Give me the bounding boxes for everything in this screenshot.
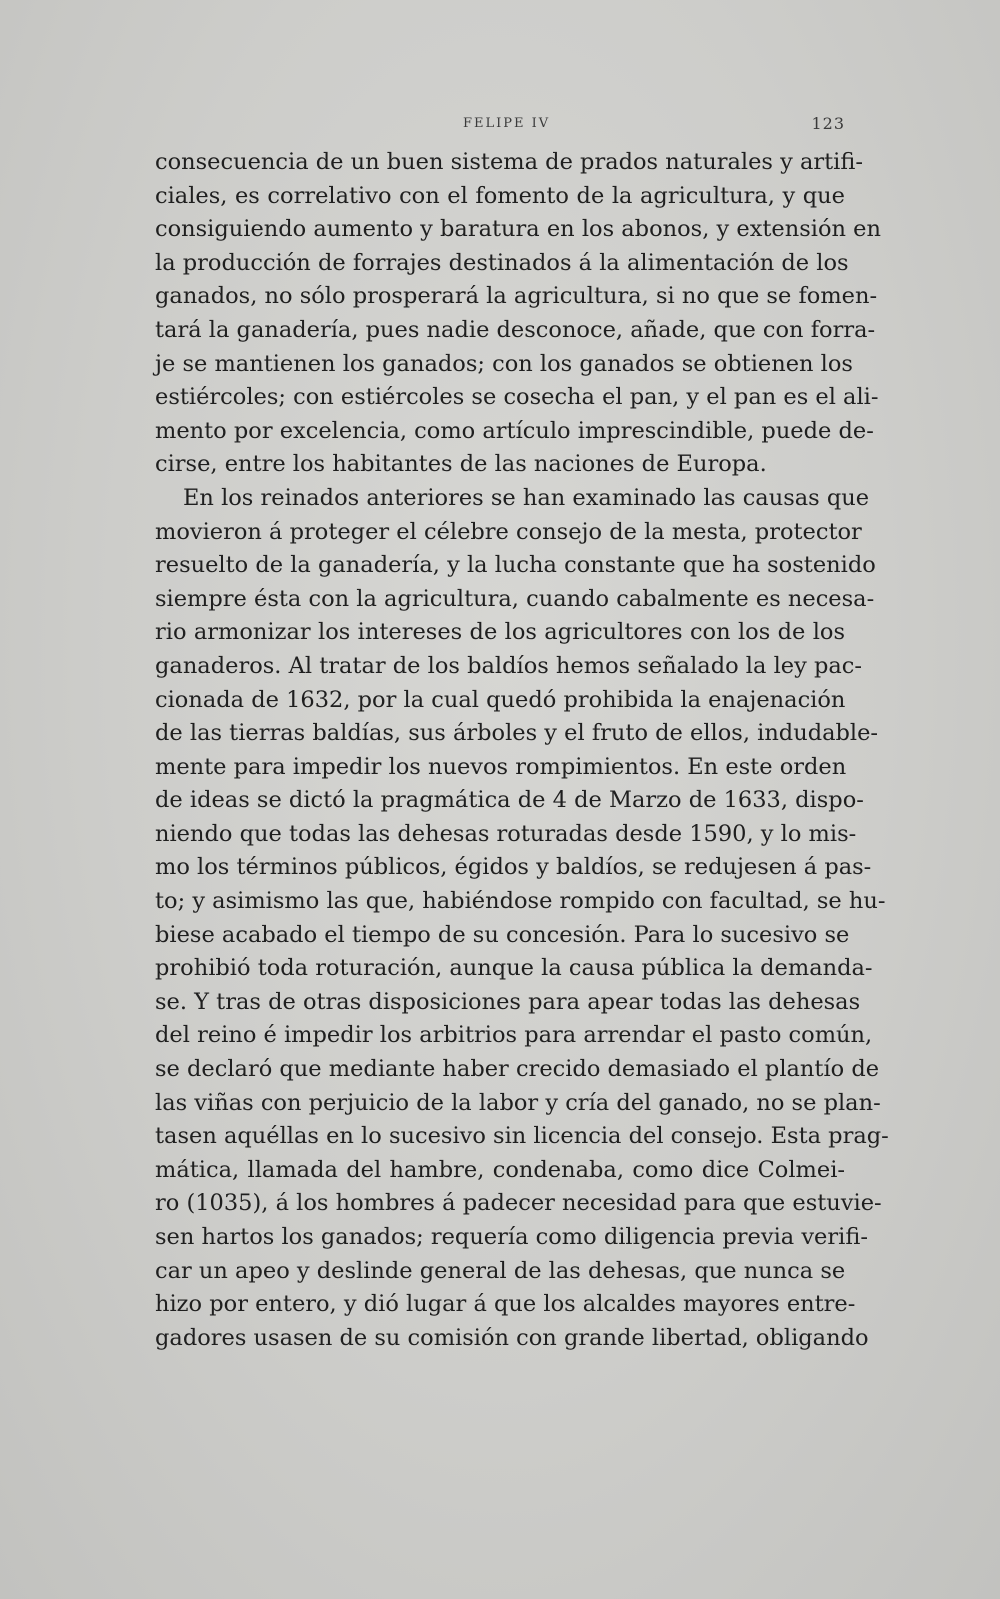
text-line: ganaderos. Al tratar de los baldíos hemos señalado la ley pac- xyxy=(155,652,862,679)
text-line: prohibió toda roturación, aunque la causa pública la demanda- xyxy=(155,955,873,982)
text-line: ro (1035), á los hombres á padecer necesidad para que estuvie- xyxy=(155,1190,882,1217)
text-line: biese acabado el tiempo de su concesión. Para lo sucesivo se xyxy=(155,921,850,948)
text-line: cirse, entre los habitantes de las naciones de Europa. xyxy=(155,451,767,478)
text-line: mento por excelencia, como artículo imprescindible, puede de- xyxy=(155,417,874,444)
text-line: la producción de forrajes destinados á la alimentación de los xyxy=(155,249,849,276)
text-line: resuelto de la ganadería, y la lucha constante que ha sostenido xyxy=(155,552,876,579)
text-line: consecuencia de un buen sistema de prados naturales y artifi- xyxy=(155,149,863,175)
text-line: tasen aquéllas en lo sucesivo sin licencia del consejo. Esta prag- xyxy=(155,1123,889,1150)
text-line: to; y asimismo las que, habiéndose rompido con facultad, se hu- xyxy=(155,888,886,915)
body-text xyxy=(155,146,889,1355)
text-line: mente para impedir los nuevos rompimientos. En este orden xyxy=(155,753,847,780)
text-line: de las tierras baldías, sus árboles y el fruto de ellos, indudable- xyxy=(155,720,879,747)
text-line: movieron á proteger el célebre consejo de la mesta, protector xyxy=(155,518,862,545)
text-line: cionada de 1632, por la cual quedó prohibida la enajenación xyxy=(155,686,846,713)
text-line: se declaró que mediante haber crecido demasiado el plantío de xyxy=(155,1056,880,1083)
paragraph xyxy=(155,482,889,1355)
text-line: se. Y tras de otras disposiciones para apear todas las dehesas xyxy=(155,988,861,1015)
text-line: car un apeo y deslinde general de las dehesas, que nunca se xyxy=(155,1257,846,1284)
text-line: rio armonizar los intereses de los agricultores con los de los xyxy=(155,619,845,646)
text-line: las viñas con perjuicio de la labor y cría del ganado, no se plan- xyxy=(155,1089,881,1116)
page-number: 123 xyxy=(811,114,845,133)
text-line: de ideas se dictó la pragmática de 4 de Marzo de 1633, dispo- xyxy=(155,787,864,814)
text-line: siempre ésta con la agricultura, cuando cabalmente es necesa- xyxy=(155,585,875,612)
text-line: mática, llamada del hambre, condenaba, como dice Colmei- xyxy=(155,1156,845,1183)
text-line: gadores usasen de su comisión con grande libertad, obligando xyxy=(155,1324,869,1351)
text-line: ganados, no sólo prosperará la agricultura, si no que se fomen- xyxy=(155,283,878,310)
text-line: En los reinados anteriores se han examinado las causas que xyxy=(183,484,870,511)
running-title: FELIPE IV xyxy=(463,116,551,131)
text-line: estiércoles; con estiércoles se cosecha el pan, y el pan es el ali- xyxy=(155,384,879,411)
text-line: mo los términos públicos, égidos y baldíos, se redujesen á pas- xyxy=(155,854,872,881)
text-line: sen hartos los ganados; requería como diligencia previa verifi- xyxy=(155,1224,868,1250)
text-line: je se mantienen los ganados; con los ganados se obtienen los xyxy=(155,350,853,377)
paragraph xyxy=(155,146,881,482)
text-line: niendo que todas las dehesas roturadas desde 1590, y lo mis- xyxy=(155,820,857,847)
text-line: del reino é impedir los arbitrios para arrendar el pasto común, xyxy=(155,1022,873,1049)
text-line: consiguiendo aumento y baratura en los abonos, y extensión en xyxy=(155,216,881,243)
running-head xyxy=(155,114,845,138)
text-line: tará la ganadería, pues nadie desconoce, añade, que con forra- xyxy=(155,316,876,343)
text-line: hizo por entero, y dió lugar á que los alcaldes mayores entre- xyxy=(155,1291,856,1318)
text-line: ciales, es correlativo con el fomento de la agricultura, y que xyxy=(155,182,845,209)
